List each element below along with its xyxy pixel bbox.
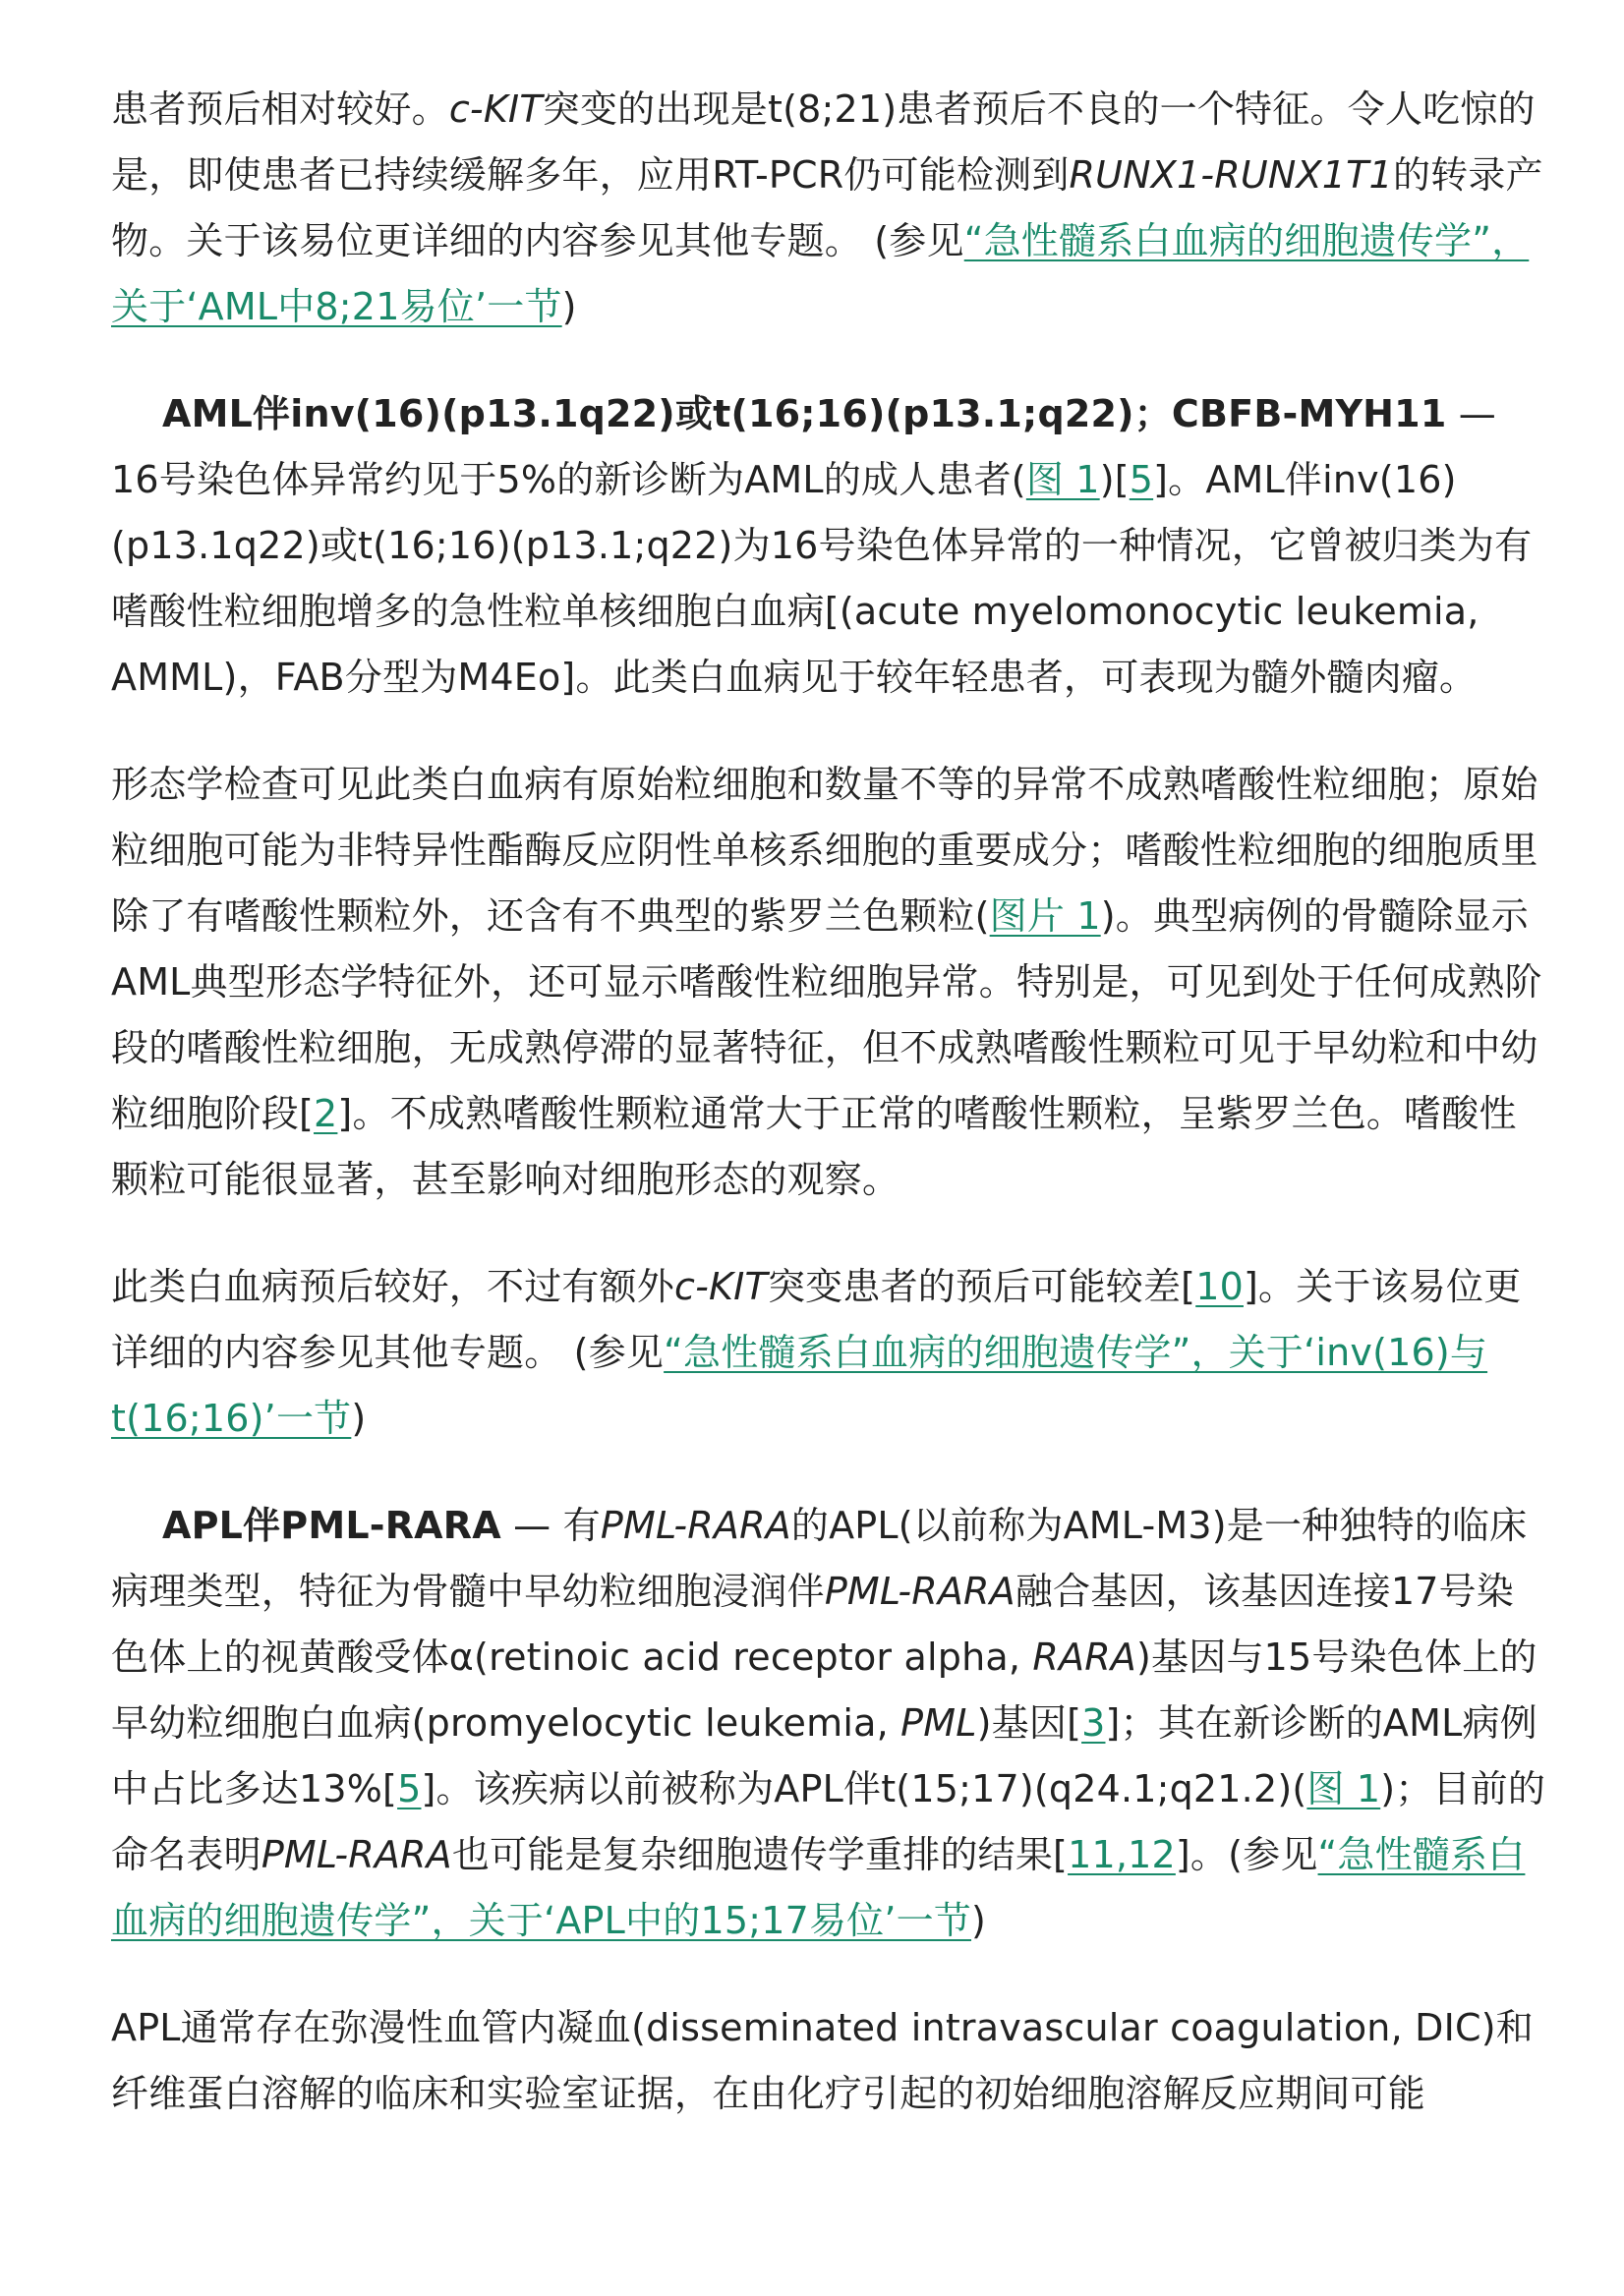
paragraph-inv16 bbox=[111, 381, 1546, 711]
paragraph-morphology bbox=[111, 752, 1546, 1213]
gene-name: PML bbox=[900, 1701, 977, 1745]
figure-link-1[interactable]: 图 1 bbox=[1025, 458, 1100, 501]
reference-link-10[interactable]: 10 bbox=[1195, 1265, 1244, 1308]
article-body bbox=[111, 77, 1546, 2168]
gene-name: c-KIT bbox=[448, 87, 543, 131]
text: 的转录产物。关于该易位更详细的内容参见其他专题。 (参见 bbox=[111, 153, 1543, 262]
reference-link-3[interactable]: 3 bbox=[1081, 1701, 1106, 1745]
text: 突变患者的预后可能较差[ bbox=[767, 1265, 1196, 1308]
text: ]；其在新诊断的AML病例中占比多达13%[ bbox=[111, 1701, 1537, 1810]
text: 也可能是复杂细胞遗传学重排的结果[ bbox=[451, 1833, 1069, 1876]
gene-name: PML-RARA bbox=[600, 1504, 791, 1547]
topic-link-aml-cytogenetics-inv16[interactable]: “急性髓系白血病的细胞遗传学”，关于‘inv(16)与t(16;16)’一节 bbox=[111, 1331, 1488, 1440]
text: )；目前的命名表明 bbox=[111, 1767, 1546, 1876]
gene-name: PML-RARA bbox=[824, 1570, 1015, 1613]
gene-name: RUNX1-RUNX1T1 bbox=[1069, 153, 1393, 197]
paragraph-apl bbox=[111, 1493, 1546, 1954]
text: ]。该疾病以前被称为APL伴t(15;17)(q24.1;q21.2)( bbox=[421, 1767, 1307, 1810]
text: ]。(参见 bbox=[1175, 1833, 1318, 1876]
text: )基因与15号染色体上的早幼粒细胞白血病(promyelocytic leukemia, bbox=[111, 1636, 1537, 1745]
gene-name: c-KIT bbox=[674, 1265, 768, 1308]
text: 患者预后相对较好。 bbox=[111, 87, 449, 131]
text: 的APL(以前称为AML-M3)是一种独特的临床病理类型，特征为骨髓中早幼粒细胞浸润伴 bbox=[111, 1504, 1528, 1613]
reference-link-2[interactable]: 2 bbox=[314, 1092, 338, 1135]
topic-link-aml-cytogenetics-apl[interactable]: “急性髓系白血病的细胞遗传学”，关于‘APL中的15;17易位’一节 bbox=[111, 1833, 1526, 1942]
text: )基因[ bbox=[976, 1701, 1082, 1745]
gene-name: RARA bbox=[1032, 1636, 1137, 1679]
text: — 有 bbox=[500, 1504, 601, 1547]
paragraph-apl-dic bbox=[111, 1995, 1546, 2127]
text: 融合基因，该基因连接17号染色体上的视黄酸受体α(retinoic acid receptor alpha, bbox=[111, 1570, 1514, 1679]
text: ) bbox=[561, 285, 577, 328]
section-heading-inv16: AML伴inv(16)(p13.1q22)或t(16;16)(p13.1;q22)；CBFB-MYH11 bbox=[162, 392, 1447, 435]
picture-link-1[interactable]: 图片 1 bbox=[989, 894, 1101, 938]
text: ]。AML伴inv(16)(p13.1q22)或t(16;16)(p13.1;q22)为16号染色体异常的一种情况，它曾被归类为有嗜酸性粒细胞增多的急性粒单核细胞白血病[(acute myelomonocytic leukemia, AMML)，FAB分型为M4Eo]。此类白血病见于较年轻患者，可表现为髓外髓肉瘤。 bbox=[111, 458, 1533, 699]
text: ]。不成熟嗜酸性颗粒通常大于正常的嗜酸性颗粒，呈紫罗兰色。嗜酸性颗粒可能很显著，甚至影响对细胞形态的观察。 bbox=[111, 1092, 1517, 1201]
paragraph-t821-prognosis bbox=[111, 77, 1546, 340]
reference-link-5[interactable]: 5 bbox=[397, 1767, 422, 1810]
figure-link-1[interactable]: 图 1 bbox=[1306, 1767, 1381, 1810]
text: ) bbox=[971, 1899, 987, 1942]
text: 形态学检查可见此类白血病有原始粒细胞和数量不等的异常不成熟嗜酸性粒细胞；原始粒细胞可能为非特异性酯酶反应阴性单核系细胞的重要成分；嗜酸性粒细胞的细胞质里除了有嗜酸性颗粒外，还含有不典型的紫罗兰色颗粒( bbox=[111, 763, 1538, 938]
text: ]。关于该易位更详细的内容参见其他专题。 (参见 bbox=[111, 1265, 1522, 1374]
gene-name: PML-RARA bbox=[261, 1833, 452, 1876]
text: 此类白血病预后较好，不过有额外 bbox=[111, 1265, 675, 1308]
text: ) bbox=[351, 1397, 367, 1440]
paragraph-inv16-prognosis bbox=[111, 1254, 1546, 1452]
text: APL通常存在弥漫性血管内凝血(disseminated intravascular coagulation, DIC)和纤维蛋白溶解的临床和实验室证据，在由化疗引起的初始细胞溶解反应期间可能 bbox=[111, 2006, 1534, 2115]
topic-link-aml-cytogenetics-t821[interactable]: “急性髓系白血病的细胞遗传学”，关于‘AML中8;21易位’一节 bbox=[111, 219, 1530, 328]
reference-link-5[interactable]: 5 bbox=[1129, 458, 1154, 501]
reference-link-11-12[interactable]: 11,12 bbox=[1068, 1833, 1176, 1876]
text: )[ bbox=[1099, 458, 1130, 501]
text: )。典型病例的骨髓除显示AML典型形态学特征外，还可显示嗜酸性粒细胞异常。特别是，可见到处于任何成熟阶段的嗜酸性粒细胞，无成熟停滞的显著特征，但不成熟嗜酸性颗粒可见于早幼粒和中幼粒细胞阶段[ bbox=[111, 894, 1542, 1135]
text: 突变的出现是t(8;21)患者预后不良的一个特征。令人吃惊的是，即使患者已持续缓解多年，应用RT-PCR仍可能检测到 bbox=[111, 87, 1536, 197]
text: — 16号染色体异常约见于5%的新诊断为AML的成人患者( bbox=[111, 392, 1496, 501]
section-heading-apl: APL伴PML-RARA bbox=[162, 1504, 501, 1547]
